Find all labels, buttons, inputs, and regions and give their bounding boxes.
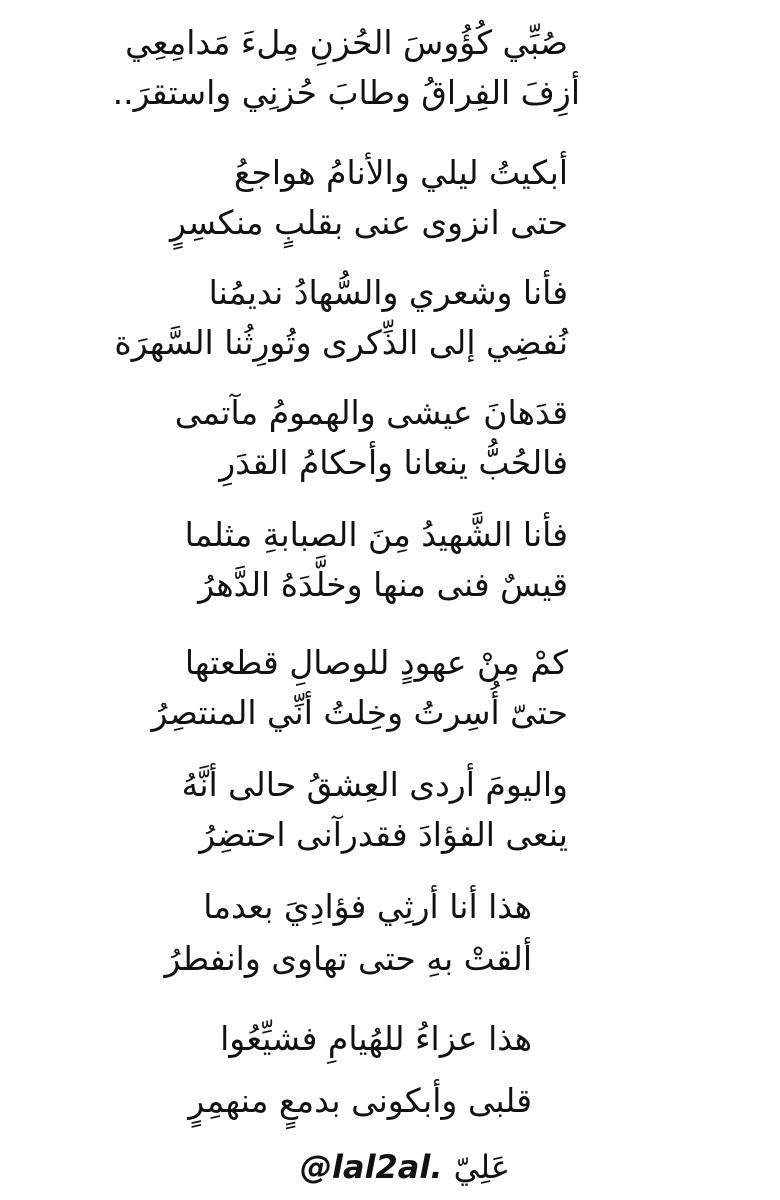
stanza-9: [0, 994, 780, 1124]
author-handle: @lal2al.: [300, 1148, 443, 1186]
poem-line: نُفضِي إلى الذِّكرى وتُورِثُنا السَّهرَة: [114, 323, 568, 362]
stanza-3: [0, 262, 780, 384]
poem-line: حتىّ أُسِرتُ وخِلتُ أنِّي المنتصِرُ: [151, 693, 568, 732]
signature: [300, 1142, 540, 1192]
poem-line: فأنا وشعري والسُّهادُ نديمُنا: [208, 273, 568, 312]
author-name: عَلِيّ: [453, 1148, 510, 1186]
poem: [0, 18, 780, 1124]
stanza-6: [0, 628, 780, 750]
poem-line: فالحُبُّ ينعانا وأحكامُ القدَرِ: [219, 443, 568, 482]
stanza-1: [0, 18, 780, 140]
stanza-8: [0, 872, 780, 994]
stanza-4: [0, 384, 780, 506]
poem-line: قدَهانَ عيشى والهمومُ مآتمى: [174, 393, 568, 432]
poem-line: فأنا الشَّهيدُ مِنَ الصبابةِ مثلما: [184, 515, 568, 554]
poem-line: واليومَ أردى العِشقُ حالى أنَّهُ: [181, 765, 568, 804]
stanza-2: [0, 140, 780, 262]
stanza-5: [0, 506, 780, 628]
poem-line: هذا أنا أرثِي فؤادِيَ بعدما: [203, 887, 532, 926]
poem-line: ينعى الفؤادَ فقدرآنى احتضِرُ: [199, 815, 568, 854]
poem-line: قيسٌ فنى منها وخلَّدَهُ الدَّهرُ: [198, 565, 568, 604]
poem-line: صُبِّي كُؤُوسَ الحُزنِ مِلءَ مَدامِعِي: [125, 23, 568, 62]
poem-line: ألقتْ بهِ حتى تهاوى وانفطرُ: [164, 939, 532, 978]
poem-line: قلبى وأبكونى بدمعٍ منهمِرٍ: [188, 1081, 532, 1120]
poem-line: هذا عزاءُ للهُيامِ فشيِّعُوا: [220, 1019, 532, 1058]
poem-line: أزِفَ الفِراقُ وطابَ حُزنِي واستقرَ..: [112, 73, 580, 112]
stanza-7: [0, 750, 780, 872]
poem-line: أبكيتُ ليلي والأنامُ هواجعُ: [233, 153, 568, 192]
poem-line: حتى انزوى عنى بقلبٍ منكسِرٍ: [169, 203, 568, 242]
poem-line: كمْ مِنْ عهودٍ للوصالِ قطعتها: [184, 643, 568, 682]
